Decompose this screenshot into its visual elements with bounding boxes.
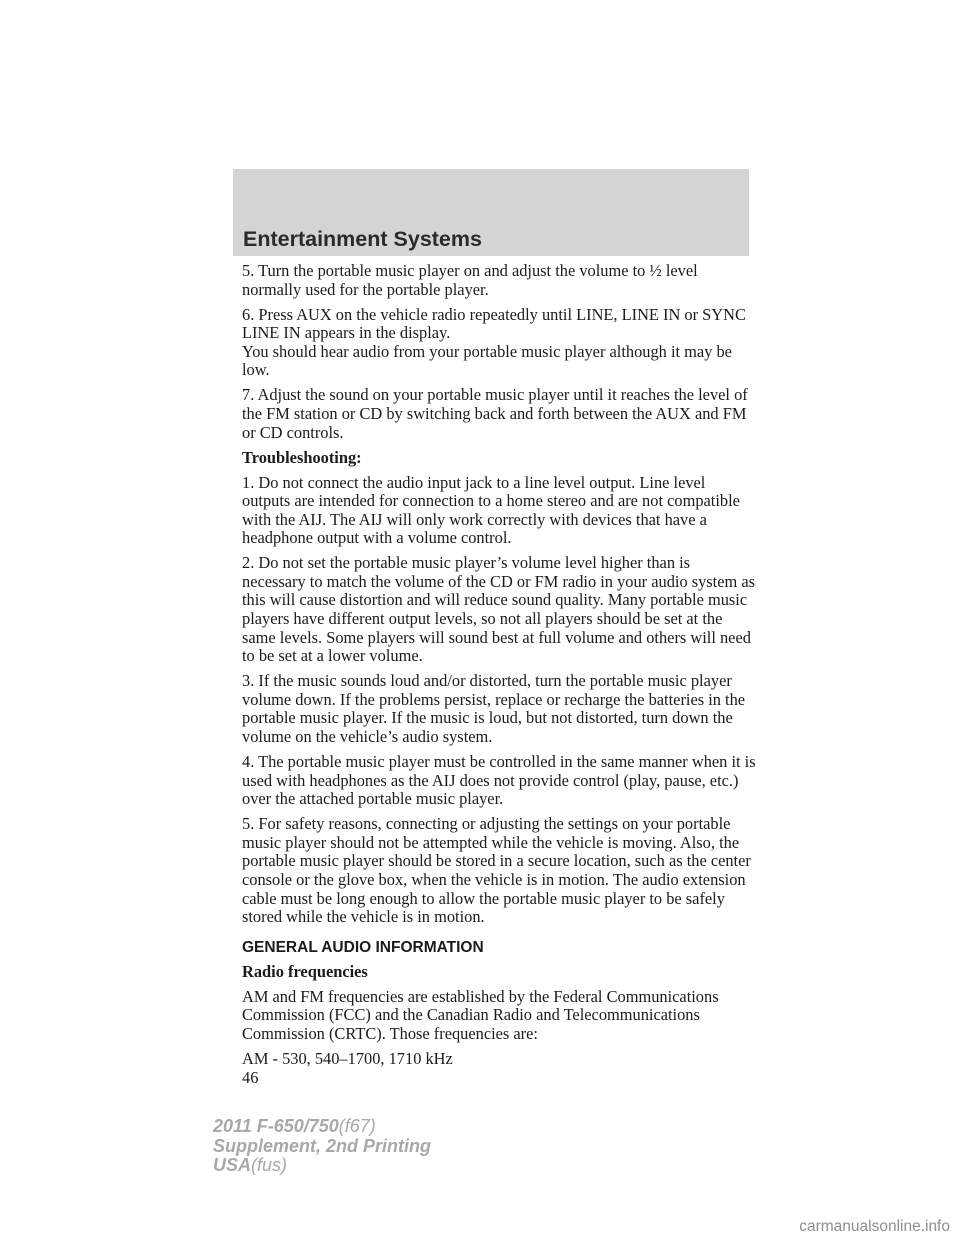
watermark-link[interactable]: carmanualsonline.info (799, 1218, 950, 1235)
footer-region-code: (fus) (251, 1155, 288, 1175)
footer-line-2: Supplement, 2nd Printing (213, 1135, 432, 1156)
section-title: Entertainment Systems (243, 227, 482, 251)
footer-line-1 (213, 1117, 431, 1137)
footer-model-code: (f67) (338, 1116, 376, 1136)
page-number: 46 (242, 1068, 259, 1088)
radio-frequencies-heading: Radio frequencies (242, 961, 368, 981)
paragraph-step-6: 6. Press AUX on the vehicle radio repeatedly until LINE, LINE IN or SYNC LINE IN appears in the display. (242, 304, 746, 343)
troubleshooting-heading: Troubleshooting: (242, 447, 362, 467)
paragraph-troubleshooting-4: 4. The portable music player must be controlled in the same manner when it is used with headphones as the AIJ does not provide control (play, pause, etc.) over the attached portable music player. (242, 751, 756, 809)
paragraph-troubleshooting-1: 1. Do not connect the audio input jack to a line level output. Line level outputs are intended for connection to a home stereo and are not compatible with the AIJ. The AIJ will only work correctly with devices that have a headphone output with a volume control. (242, 472, 740, 548)
paragraph-step-7: 7. Adjust the sound on your portable music player until it reaches the level of the FM station or CD by switching back and forth between the AUX and FM or CD controls. (242, 385, 748, 442)
paragraph-troubleshooting-5: 5. For safety reasons, connecting or adjusting the settings on your portable music player should not be attempted while the vehicle is moving. Also, the portable music player should be stored in a secure location, such as the center console or the glove box, when the vehicle is in motion. The audio extension cable must be long enough to allow the portable music player to be safely stored while the vehicle is in motion. (242, 814, 751, 927)
print-footer (213, 1117, 431, 1176)
paragraph-step-6-note: You should hear audio from your portable music player although it may be low. (242, 341, 732, 380)
paragraph-troubleshooting-3: 3. If the music sounds loud and/or distorted, turn the portable music player volume down. If the problems persist, replace or recharge the batteries in the portable music player. If the music is loud, but not distorted, turn down the volume on the vehicle’s audio system. (242, 671, 746, 746)
paragraph-troubleshooting-2: 2. Do not set the portable music player’s volume level higher than is necessary to match the volume of the CD or FM radio in your audio system as this will cause distortion and will reduce sound quality. Many portable music players have different output levels, so not all players should be set at the same levels. Some players will sound best at full volume and others will need to be set at a lower volume. (242, 553, 756, 666)
section-header-band (233, 169, 749, 256)
paragraph-am-frequencies: AM - 530, 540–1700, 1710 kHz (242, 1048, 453, 1068)
paragraph-step-5: 5. Turn the portable music player on and adjust the volume to ½ level normally used for the portable player. (242, 261, 698, 299)
footer-line-3 (213, 1156, 431, 1176)
footer-model: 2011 F-650/750 (213, 1116, 339, 1136)
page-content (242, 262, 757, 1094)
footer-region: USA (213, 1155, 252, 1175)
paragraph-radio-frequencies: AM and FM frequencies are established by the Federal Communications Commission (FCC) and the Canadian Radio and Telecommunications Commission (CRTC). Those frequencies are: (242, 986, 719, 1043)
general-audio-heading: GENERAL AUDIO INFORMATION (242, 938, 484, 956)
